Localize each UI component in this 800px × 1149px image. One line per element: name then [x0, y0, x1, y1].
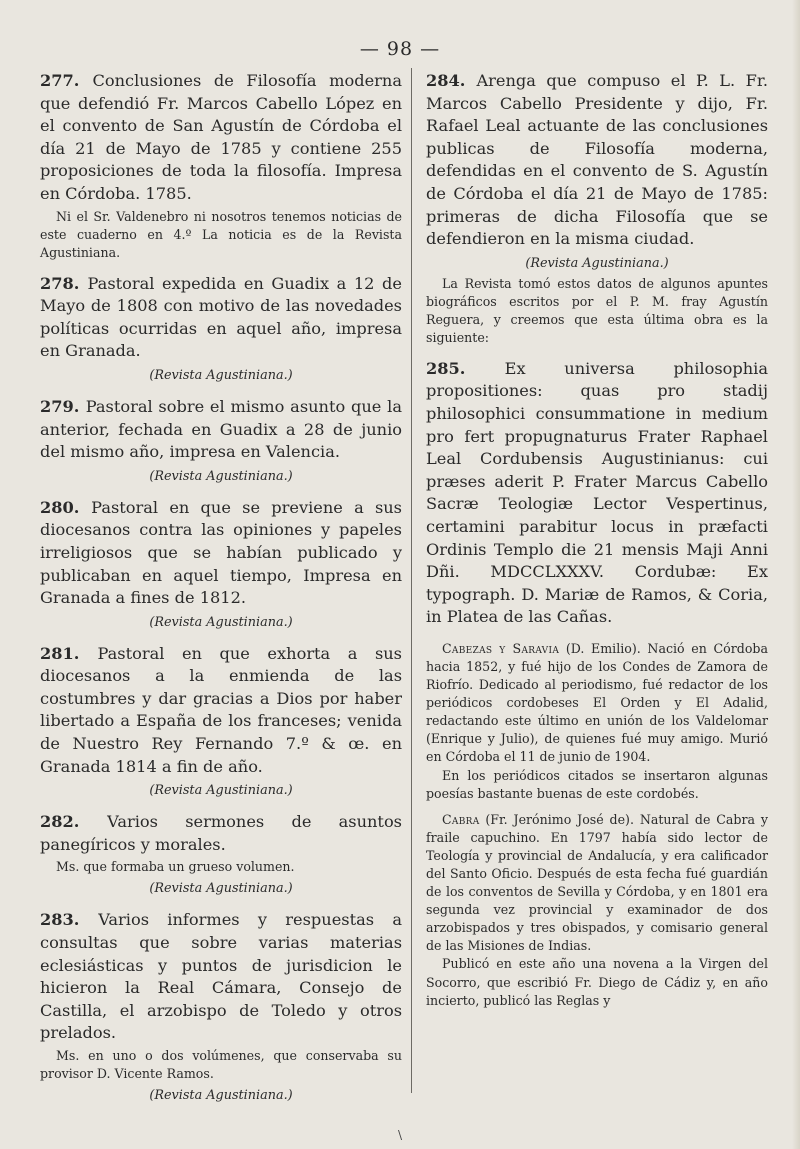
entry-278: [40, 273, 402, 385]
entry-285: [426, 358, 768, 629]
entry-281: [40, 643, 402, 801]
entry-number: 277 .: [40, 71, 93, 90]
entry-text: Varios sermones de asuntos panegíricos y morales.: [40, 812, 402, 854]
entry-277: [40, 70, 402, 262]
entry-text: Arenga que compuso el P. L. Fr. Marcos Cabello Presidente y dijo, Fr. Rafael Leal actuante de las conclusiones publicas de Filosofía moderna, defendidas en el convento de S. Agustín de Córdoba el día 21 de Mayo de 1785: primeras de dicha Filosofía que se defendieron en la misma ciudad.: [426, 71, 768, 249]
entry-number: 285 .: [426, 359, 505, 378]
entry-text: Conclusiones de Filosofía moderna que defendió Fr. Marcos Cabello López en el convento de San Agustín de Córdoba el día 21 de Mayo de 1785 y contiene 255 proposiciones de toda la filosofía. Impresa en Córdoba. 1785.: [40, 71, 402, 203]
entry-283: [40, 909, 402, 1105]
entry-number: 284 .: [426, 71, 476, 90]
entry-text: Pastoral sobre el mismo asunto que la anterior, fechada en Guadix a 28 de junio del mismo año, impresa en Valencia.: [40, 396, 402, 462]
column-divider: [411, 68, 412, 1093]
entry-note: Ms. que formaba un grueso volumen.: [56, 859, 295, 875]
entry-citation: ( Revista Agustiniana. ): [426, 255, 768, 273]
entry-note: La Revista tomó estos datos de algunos apuntes biográficos escritos por el P. M. fray Agustín Reguera, y creemos que esta última obra es la siguiente:: [426, 275, 768, 345]
page-number: — 98 —: [359, 38, 441, 60]
entry-284: [426, 70, 768, 347]
bio-text: (D. Emilio). Nació en Córdoba hacia 1852, y fué hijo de los Condes de Zamora de Riofrío. Dedicado al periodismo, fué redactor de los periódicos cordobeses El Orden y El Adalid, redactando este último en unión de los Valdelomar (Enrique y Julio), de quienes fué muy amigo. Murió en Córdoba el 11 de junio de 1904.: [426, 640, 768, 765]
entry-282: [40, 811, 402, 898]
footer-mark: \: [398, 1128, 403, 1142]
entry-citation: ( Revista Agustiniana. ): [40, 367, 402, 385]
bio-paragraph: Publicó en este año una novena a la Virgen del Socorro, que escribió Fr. Diego de Cádiz y, en año incierto, publicó las Reglas y: [426, 956, 768, 1008]
entry-citation: ( Revista Agustiniana. ): [40, 468, 402, 486]
entry-number: 281 .: [40, 644, 97, 663]
entry-citation: ( Revista Agustiniana. ): [40, 1087, 402, 1105]
entry-279: [40, 396, 402, 486]
entry-280: [40, 497, 402, 632]
entry-citation: ( Revista Agustiniana. ): [40, 614, 402, 632]
entry-text: Pastoral en que se previene a sus diocesanos contra las opiniones y papeles irreligiosos que se habían publicado y publicaban en aquel tiempo, Impresa en Granada a fines de 1812.: [40, 497, 402, 608]
entry-number: 283 .: [40, 910, 98, 929]
left-column: [40, 70, 402, 1116]
entry-note: Ms. en uno o dos volúmenes, que conservaba su provisor D. Vicente Ramos.: [40, 1048, 402, 1081]
entry-text: Pastoral expedida en Guadix a 12 de Mayo de 1808 con motivo de las novedades políticas ocurridas en aquel año, impresa en Granada.: [40, 273, 403, 361]
right-column: [426, 70, 768, 1010]
entry-number: 280 .: [40, 498, 91, 517]
bio-heading: Cabezas y Saravia: [442, 640, 560, 656]
bio-cabezas: [426, 640, 768, 803]
entry-number: 279 .: [40, 397, 86, 416]
entry-number: 282 .: [40, 812, 107, 831]
entry-citation: ( Revista Agustiniana. ): [40, 782, 402, 800]
entry-number: 278 .: [40, 274, 88, 293]
entry-note: Ni el Sr. Valdenebro ni nosotros tenemos noticias de este cuaderno en 4.º La noticia es de la Revista Agustiniana.: [40, 208, 402, 260]
entry-citation: ( Revista Agustiniana. ): [40, 880, 402, 898]
page-edge-shadow: [792, 0, 800, 1149]
bio-heading: Cabra: [442, 811, 480, 827]
bio-paragraph: En los periódicos citados se insertaron algunas poesías bastante buenas de este cordobés.: [426, 767, 768, 801]
entry-text: Ex universa philosophia propositiones: quas pro stadij philosophici consummatione in medium pro fert propugnaturus Frater Raphael Leal Cordubensis Augustinianus: cui præses aderit P. Frater Marcus Cabello Sacræ Teologiæ Lector Vespertinus, certamini parabitur locus in præfacti Ordinis Templo die 21 mensis Maji Anni Dñi. MDCCLXXXV. Cordubæ: Ex typograph. D. Mariæ de Ramos, & Coria, in Platea de las Cañas.: [426, 358, 768, 627]
bio-cabra: [426, 811, 768, 1010]
bio-text: (Fr. Jerónimo José de). Natural de Cabra y fraile capuchino. En 1797 había sido lector de Teología y provincial de Andalucía, y era calificador del Santo Oficio. Después de esta fecha fué guardián de los conventos de Sevilla y Córdoba, y en 1801 era segunda vez provincial y examinador de dos arzobispados y tres obispados, y comisario general de las Misiones de Indias.: [426, 811, 768, 954]
entry-text: Pastoral en que exhorta a sus diocesanos a la enmienda de las costumbres y dar gracias a Dios por haber libertado a España de los franceses; venida de Nuestro Rey Fernando 7.º & œ. en Granada 1814 a fin de año.: [40, 643, 402, 776]
entry-text: Varios informes y respuestas a consultas que sobre varias materias eclesiásticas y puntos de jurisdicion le hicieron la Real Cámara, Consejo de Castilla, el arzobispo de Toledo y otros prelados.: [40, 910, 402, 1043]
